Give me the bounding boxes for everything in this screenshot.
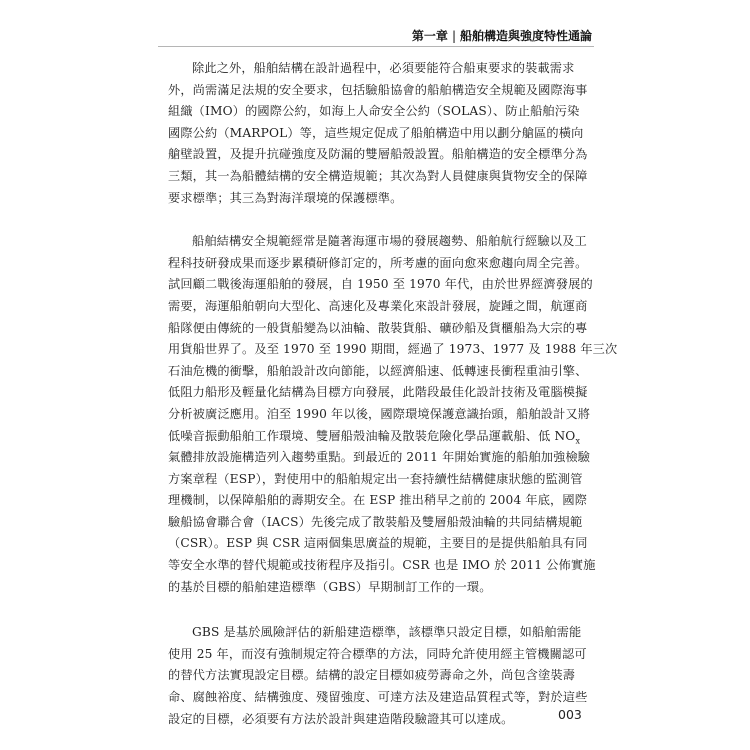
text-line: 氣體排放設施構造列入趨勢重點。到最近的 2011 年開始實施的船舶加強檢驗 xyxy=(168,450,591,465)
header-rule xyxy=(158,46,594,47)
text-line: 低阻力船形及輕量化結構為目標方向發展，此階段最佳化設計技術及電腦模擬 xyxy=(168,385,588,400)
chapter-title: 船舶構造與強度特性通論 xyxy=(459,29,592,43)
text-line: 外，尚需滿足法規的安全要求，包括驗船協會的船舶構造安全規範及國際海事 xyxy=(168,82,588,97)
running-head xyxy=(412,27,592,44)
body-text xyxy=(168,58,618,730)
paragraph-gap xyxy=(168,209,598,231)
header-separator: | xyxy=(451,29,456,43)
subscript-x: x xyxy=(575,435,581,445)
text-line: （CSR）。ESP 與 CSR 這兩個集思廣益的規範，主要目的是提供船舶具有同 xyxy=(168,536,588,551)
text-line: 除此之外，船舶結構在設計過程中，必須要能符合船東要求的裝載需求 xyxy=(192,61,575,75)
text-line: 的替代方法實現設定目標。結構的設定目標如疲勞壽命之外，尚包含塗裝壽 xyxy=(168,668,576,683)
text-line: 程科技研發成果而逐步累積研修訂定的，所考慮的面向愈來愈趨向周全完善。 xyxy=(168,255,588,270)
text-line-content: 低噪音振動船舶工作環境、雙層船殼油輪及散裝危險化學品運載船、低 NO xyxy=(168,428,576,443)
text-line: 分析被廣泛應用。洎至 1990 年以後，國際環境保護意識抬頭，船舶設計又將 xyxy=(168,406,591,421)
text-line: 設定的目標，必須要有方法於設計與建造階段驗證其可以達成。 xyxy=(168,711,514,726)
text-line: 理機制，以保障船舶的壽期安全。在 ESP 推出稍早之前的 2004 年底，國際 xyxy=(168,493,588,508)
paragraph-3 xyxy=(168,622,598,730)
paragraph-1 xyxy=(168,58,598,209)
text-line: 三類，其一為船體結構的安全構造規範；其次為對人員健康與貨物安全的保障 xyxy=(168,168,588,183)
text-line xyxy=(168,426,598,448)
page-number: 003 xyxy=(558,707,582,722)
text-line: 方案章程（ESP），對使用中的船舶規定出一套持續性結構健康狀態的監測管 xyxy=(168,471,583,486)
text-line: 試回顧二戰後海運船舶的發展，自 1950 至 1970 年代，由於世界經濟發展的 xyxy=(168,277,593,292)
text-line: 要求標準；其三為對海洋環境的保護標準。 xyxy=(168,190,403,205)
text-line: GBS 是基於風險評估的新船建造標準，該標準只設定目標，如船舶需能 xyxy=(192,625,582,640)
text-line: 國際公約（MARPOL）等，這些規定促成了船舶構造中用以劃分艙區的橫向 xyxy=(168,125,584,140)
text-line: 用貨船世界了。及至 1970 至 1990 期間，經過了 1973、1977 及 1988 年三次 xyxy=(168,342,618,357)
text-line: 組織（IMO）的國際公約，如海上人命安全公約（SOLAS）、防止船舶污染 xyxy=(168,104,580,119)
paragraph-gap xyxy=(168,598,598,622)
text-line: 船隊便由傳統的一般貨船變為以油輪、散裝貨船、礦砂船及貨櫃船為大宗的專 xyxy=(168,320,588,335)
text-line: 需要，海運船舶朝向大型化、高速化及專業化來設計發展，旋踵之間，航運商 xyxy=(168,298,588,313)
text-line: 艙壁設置，及提升抗碰強度及防漏的雙層船殼設置。船舶構造的安全標準分為 xyxy=(168,147,588,162)
text-line: 驗船協會聯合會（IACS）先後完成了散裝船及雙層船殼油輪的共同結構規範 xyxy=(168,514,583,529)
chapter-label: 第一章 xyxy=(411,29,448,43)
text-line: 船舶結構安全規範經常是隨著海運市場的發展趨勢、船舶航行經驗以及工 xyxy=(192,234,587,249)
paragraph-2 xyxy=(168,231,618,598)
text-line: 石油危機的衝擊，船舶設計改向節能，以經濟船速、低轉速長衝程重油引擎、 xyxy=(168,363,588,378)
text-line: 使用 25 年，而沒有強制規定符合標準的方法，同時允許使用經主管機關認可 xyxy=(168,646,587,661)
text-line: 等安全水準的替代規範或技術程序及指引。CSR 也是 IMO 於 2011 公佈實施 xyxy=(168,558,596,573)
text-line: 的基於目標的船舶建造標準（GBS）早期制訂工作的一環。 xyxy=(168,579,492,594)
text-line: 命、腐蝕裕度、結構強度、殘留強度、可達方法及建造品質程式等，對於這些 xyxy=(168,690,588,705)
